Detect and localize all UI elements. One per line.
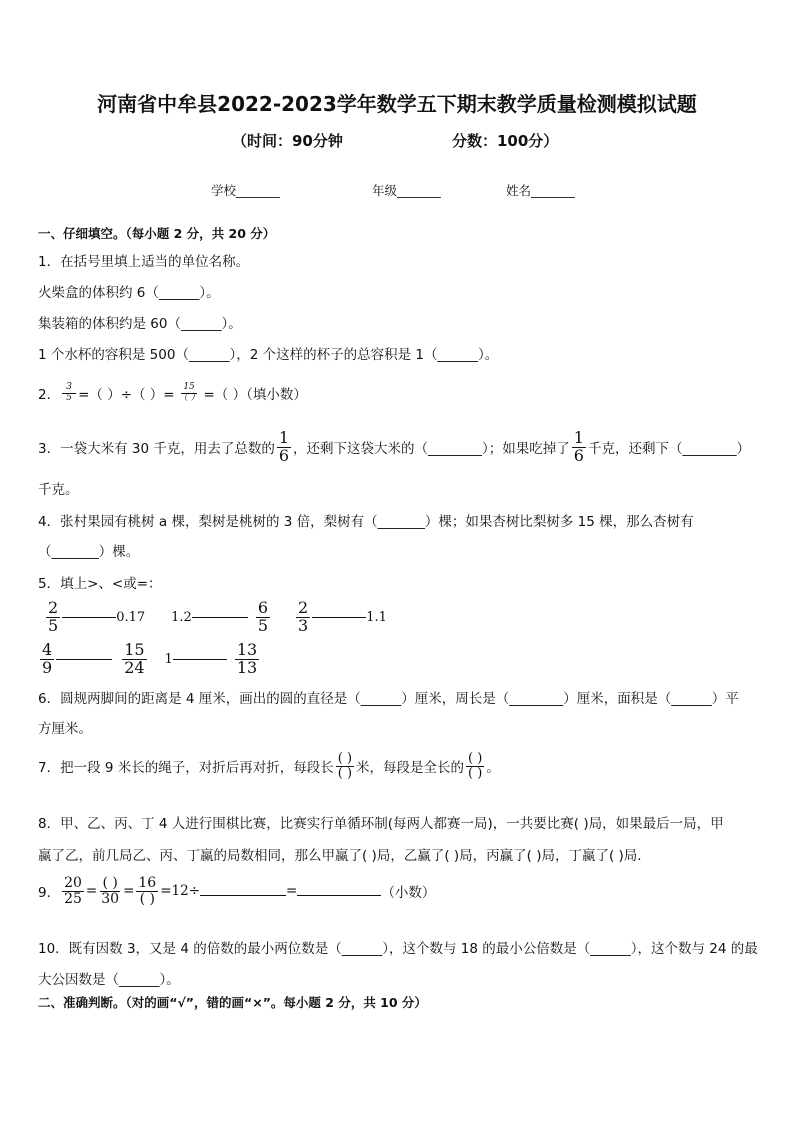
question-3-text: 千克，还剩下（________） [587,441,750,458]
fraction: $\frac{3}{5}$ [62,383,76,403]
question-10-a: 10．既有因数 3，又是 4 的倍数的最小两位数是（______），这个数与 18 的最小公倍数是（______），这个数与 24 的最 [38,941,758,957]
answer-blank [173,658,227,660]
exam-time: （时间：90分钟 [232,132,343,150]
fraction: $\frac{13}{13}$ [236,640,258,677]
compare-value: 1 [164,651,173,667]
fraction: $\frac{6}{5}$ [257,598,269,635]
question-1-b: 集装箱的体积约是 60（______）。 [38,316,242,332]
question-6-a: 6．圆规两脚间的距离是 4 厘米，画出的圆的直径是（______）厘米，周长是（________）厘米，面积是（______）平 [38,691,739,707]
question-3-text: 3．一袋大米有 30 千克，用去了总数的 [38,441,275,458]
question-2-end: =（ ）（填小数） [203,387,307,403]
answer-blank [192,616,248,618]
answer-blank [62,616,116,618]
question-3-cont: 千克。 [38,482,79,498]
question-7-text: 。 [486,760,500,777]
question-8-b: 赢了乙，前几局乙、丙、丁赢的局数相同，那么甲赢了( )局，乙赢了( )局，丙赢了( )局，丁赢了( )局. [38,848,642,864]
question-7-text: 7．把一段 9 米长的绳子，对折后再对折，每段长 [38,760,334,777]
school-field: 学校_______ [211,183,280,198]
grade-field: 年级_______ [372,183,441,198]
answer-blank [312,616,366,618]
question-3-text: ，还剩下这袋大米的（________）；如果吃掉了 [293,441,570,458]
question-6-b: 方厘米。 [38,721,92,737]
question-4-b: （_______）棵。 [38,544,140,560]
fraction: $\frac{15}{24}$ [124,640,145,677]
name-field: 姓名_______ [506,183,575,198]
question-9-text: =12÷ [160,883,201,900]
answer-blank [56,658,112,660]
question-3 [38,430,750,465]
question-9-text: = [286,883,298,900]
answer-blank [200,894,286,896]
section-heading-1: 一、仔细填空。（每小题 2 分，共 20 分） [38,226,276,241]
fraction: $\frac{1}{6}$ [573,428,584,465]
question-7-text: 米，每段是全长的 [356,760,465,777]
page-title: 河南省中牟县2022-2023学年数学五下期末教学质量检测模拟试题 [97,92,697,116]
question-5-row-1 [44,600,387,635]
answer-blank [297,894,381,896]
compare-value: 1.2 [171,609,192,625]
question-1-intro: 1．在括号里填上适当的单位名称。 [38,254,250,270]
section-heading-2: 二、准确判断。（对的画“√”，错的画“×”。每小题 2 分，共 10 分） [38,995,427,1010]
question-5-intro: 5．填上>、<或=： [38,576,162,592]
fraction: $\frac{2}{3}$ [298,598,309,635]
fraction: $\frac{1}{6}$ [278,428,290,465]
question-9: 9． $\frac{20}{25}$ = $\frac{( )}{30}$ = $\frac{16}{( )}$ =12÷ = （小数） [38,875,436,907]
question-9-text: （小数） [381,885,436,902]
question-1-c: 1 个水杯的容积是 500（______），2 个这样的杯子的总容积是 1（______）。 [38,347,499,363]
question-10-b: 大公因数是（______）。 [38,972,180,988]
compare-value: 0.17 [116,609,146,625]
fraction: $\frac{2}{5}$ [48,598,59,635]
question-8-a: 8．甲、乙、丙、丁 4 人进行围棋比赛，比赛实行单循环制(每两人都赛一局)，一共要比赛( )局，如果最后一局，甲 [38,816,724,832]
question-1-a: 火柴盒的体积约 6（______）。 [38,285,220,301]
question-2-number: 2． [38,387,61,403]
question-9-number: 9． [38,885,61,902]
fraction: $\frac{4}{9}$ [42,640,53,677]
question-7 [38,752,500,780]
question-5-row-2 [38,642,261,677]
fraction: $\frac{16}{( )}$ [138,875,157,907]
fraction: $\frac{20}{25}$ [64,875,82,907]
fraction: $\frac{15}{( )}$ [178,382,200,403]
fraction: $\frac{( )}{30}$ [101,875,120,907]
exam-score: 分数：100分） [452,132,559,150]
question-2-mid: =（ ）÷（ ）= [78,387,175,403]
fraction: $\frac{( )}{( )}$ [337,751,353,781]
fraction: $\frac{( )}{( )}$ [468,751,483,781]
question-4-a: 4．张村果园有桃树 a 棵，梨树是桃树的 3 倍，梨树有（_______）棵；如果杏树比梨树多 15 棵，那么杏树有 [38,514,694,530]
question-2 [38,383,307,403]
compare-value: 1.1 [366,609,387,625]
